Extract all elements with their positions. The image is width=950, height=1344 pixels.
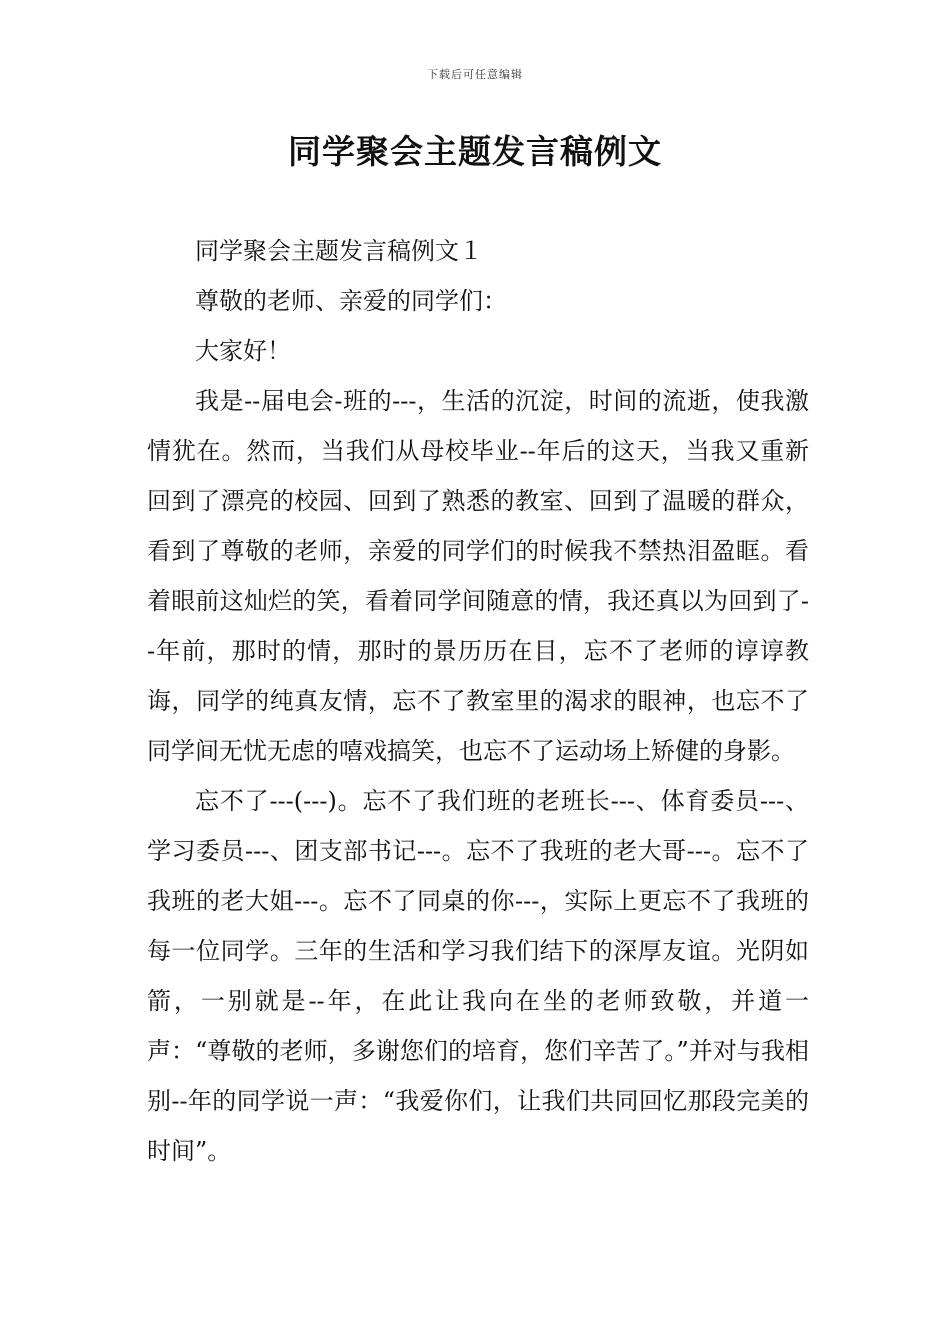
header-note: 下载后可任意编辑 <box>427 68 523 81</box>
paragraph-body-1: 我是--届电会-班的---，生活的沉淀，时间的流逝，使我激情犹在。然而，当我们从母校毕业--年后的这天，当我又重新回到了漂亮的校园、回到了熟悉的教室、回到了温暖的群众，看到了尊敬的老师，亲爱的同学们的时候我不禁热泪盈眶。看着眼前这灿烂的笑，看着同学间随意的情，我还真以为回到了--年前，那时的情，那时的景历历在目，忘不了老师的谆谆教诲，同学的纯真友情，忘不了教室里的渴求的眼神，也忘不了同学间无忧无虑的嘻戏搞笑，也忘不了运动场上矫健的身影。 <box>147 387 809 765</box>
paragraph-greeting: 大家好！ <box>195 337 291 365</box>
paragraph-subtitle: 同学聚会主题发言稿例文１ <box>195 237 483 265</box>
document-body <box>147 226 809 1176</box>
paragraph-salutation: 尊敬的老师、亲爱的同学们： <box>195 287 507 315</box>
paragraph-body-2: 忘不了---(---)。忘不了我们班的老班长---、体育委员---、学习委员---、团支部书记---。忘不了我班的老大哥---。忘不了我班的老大姐---。忘不了同桌的你---，实际上更忘不了我班的每一位同学。三年的生活和学习我们结下的深厚友谊。光阴如箭，一别就是--年，在此让我向在坐的老师致敬，并道一声：“尊敬的老师，多谢您们的培育，您们辛苦了。”并对与我相别--年的同学说一声：“我爱你们，让我们共同回忆那段完美的时间”。 <box>147 787 809 1165</box>
document-title: 同学聚会主题发言稿例文 <box>288 132 662 171</box>
